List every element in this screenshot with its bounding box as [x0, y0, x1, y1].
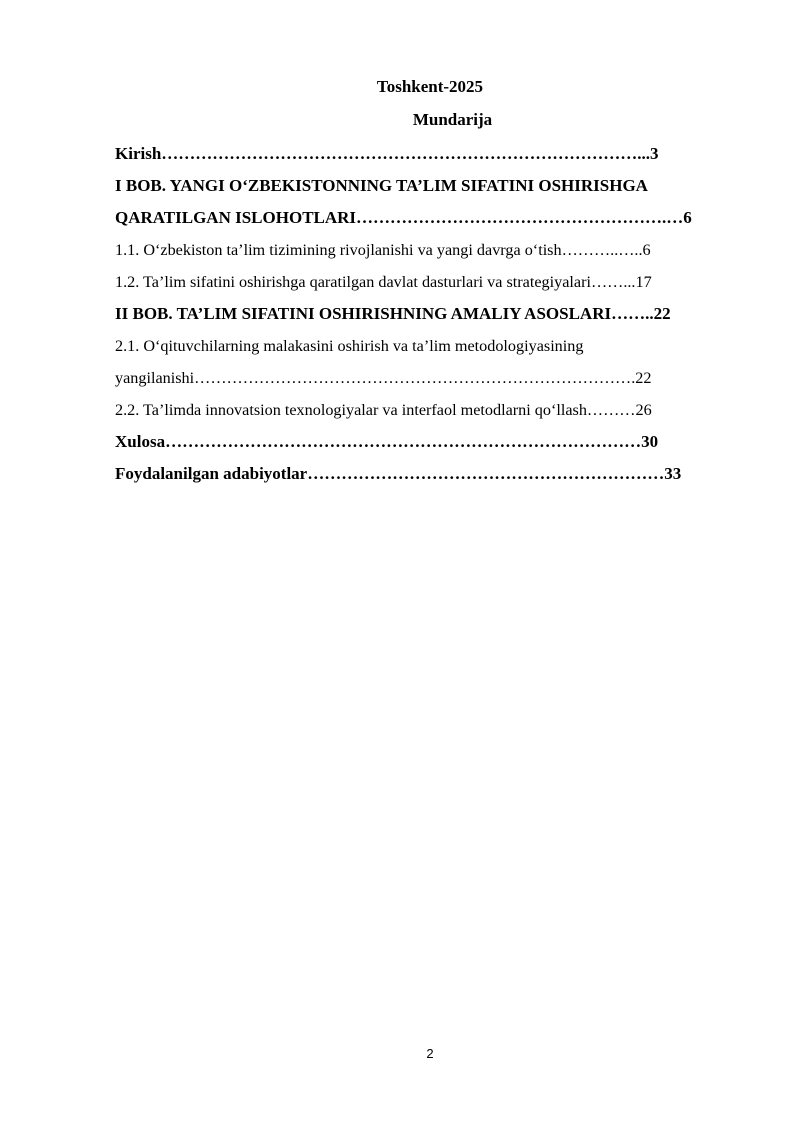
toc-entry-section-1-1: 1.1. O‘zbekiston ta’lim tizimining rivojlanishi va yangi davrga o‘tish………..…..6 — [115, 241, 651, 259]
toc-entry-conclusion: Xulosa…………………………………………………………………………30 — [115, 432, 659, 451]
toc-entry-chapter-1-line-1: I BOB. YANGI O‘ZBEKISTONNING TA’LIM SIFATINI OSHIRISHGA — [115, 176, 648, 195]
toc-entry-section-1-2: 1.2. Ta’lim sifatini oshirishga qaratilgan davlat dasturlari va strategiyalari……...17 — [115, 273, 652, 291]
toc-entry-introduction: Kirish…………………………………………………………………………...3 — [115, 144, 659, 163]
toc-entry-section-2-2: 2.2. Ta’limda innovatsion texnologiyalar va interfaol metodlarni qo‘llash………26 — [115, 401, 652, 419]
toc-entry-references: Foydalanilgan adabiyotlar………………………………………………………33 — [115, 464, 682, 483]
page-number: 2 — [426, 1046, 434, 1061]
city-year-title: Toshkent-2025 — [376, 77, 484, 96]
toc-entry-section-2-1-line-2: yangilanishi……………………………………………………………………….22 — [115, 369, 652, 387]
toc-heading: Mundarija — [412, 110, 493, 129]
toc-entry-chapter-1-line-2: QARATILGAN ISLOHOTLARI……………………………………………….…6 — [115, 208, 692, 227]
table-of-contents — [115, 142, 745, 494]
toc-entry-chapter-2: II BOB. TA’LIM SIFATINI OSHIRISHNING AMALIY ASOSLARI……..22 — [115, 304, 671, 323]
toc-entry-section-2-1-line-1: 2.1. O‘qituvchilarning malakasini oshirish va ta’lim metodologiyasining — [115, 337, 584, 355]
